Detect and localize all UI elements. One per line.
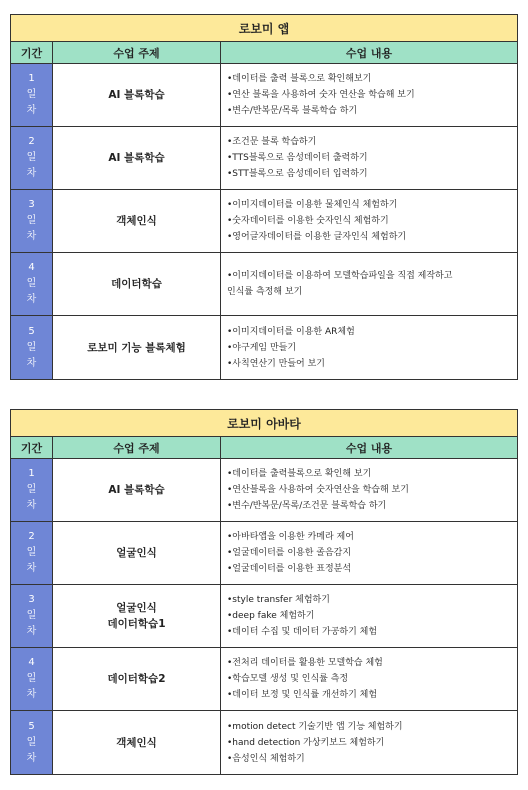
content-item: •이미지데이터를 이용한 AR체험 (227, 326, 355, 337)
period-cell (11, 585, 53, 647)
content-item: •이미지데이터를 이용하여 모델학습파일을 직접 제작하고 (227, 271, 453, 281)
day-suffix-char: 일 (26, 215, 37, 226)
content-item: •전처리 데이터를 활용한 모델학습 체험 (227, 658, 383, 668)
day-suffix-char: 차 (26, 563, 37, 574)
content-item: •변수/반복문/목록/조건문 블록학습 하기 (227, 501, 387, 511)
table-title: 로보미 아바타 (11, 410, 517, 437)
header-content: 수업 내용 (345, 441, 393, 455)
content-item: •얼굴데이터를 이용한 표정분석 (227, 564, 352, 574)
content-cell (221, 459, 517, 521)
content-item: •영어글자데이터를 이용한 글자인식 체험하기 (227, 232, 407, 242)
content-item: •연산블록을 사용하여 숫자연산을 학습해 보기 (227, 485, 409, 495)
content-item: •데이터 보정 및 인식률 개선하기 체험 (227, 690, 378, 700)
period-cell (11, 522, 53, 584)
table-row (11, 585, 517, 648)
day-suffix-char: 차 (26, 689, 37, 700)
topic-cell (53, 127, 221, 189)
topic-text: 데이터학습1 (107, 618, 166, 630)
topic-cell (53, 585, 221, 647)
table-row (11, 127, 517, 190)
period-cell (11, 316, 53, 379)
content-cell (221, 648, 517, 710)
topic-text: 객체인식 (116, 736, 157, 749)
content-item: •연산 블록을 사용하여 숫자 연산을 학습해 보기 (227, 90, 415, 100)
topic-text: AI 블록학습 (108, 89, 165, 101)
day-number: 1 (28, 468, 35, 479)
day-suffix-char: 일 (26, 736, 37, 748)
period-cell (11, 190, 53, 252)
content-item: •아바타앱을 이용한 카메라 제어 (227, 532, 354, 542)
content-cell (221, 711, 517, 774)
table-body (11, 459, 517, 774)
day-suffix-char: 차 (26, 626, 37, 637)
content-item: •얼굴데이터를 이용한 졸음감지 (227, 548, 352, 558)
table-header (11, 437, 517, 459)
content-item: •TTS블록으로 음성데이터 출력하기 (227, 153, 368, 163)
header-topic: 수업 주제 (53, 42, 221, 63)
topic-cell (53, 253, 221, 315)
day-suffix-char: 일 (26, 89, 37, 100)
table-row (11, 253, 517, 316)
content-cell (221, 127, 517, 189)
table-row (11, 190, 517, 253)
day-suffix-char: 일 (26, 673, 37, 684)
content-item: •숫자데이터를 이용한 숫자인식 체험하기 (227, 216, 389, 226)
content-item: •hand detection 가상키보드 체험하기 (227, 737, 385, 748)
day-suffix-char: 일 (26, 152, 37, 163)
content-cell (221, 190, 517, 252)
content-cell (221, 316, 517, 379)
day-suffix-char: 일 (26, 610, 37, 621)
content-cell (221, 64, 517, 126)
topic-cell (53, 711, 221, 774)
table-body (11, 64, 517, 379)
topic-text: 얼굴인식 (116, 547, 157, 559)
period-cell (11, 459, 53, 521)
day-suffix-char: 차 (26, 105, 37, 116)
day-suffix-char: 일 (26, 547, 37, 558)
day-suffix-char: 차 (26, 231, 37, 242)
period-cell (11, 711, 53, 774)
content-item: 인식률 측정해 보기 (227, 287, 303, 297)
table-row (11, 459, 517, 522)
period-cell (11, 648, 53, 710)
content-item: •학습모델 생성 및 인식률 측정 (227, 674, 349, 684)
table-row (11, 316, 517, 379)
curriculum-table-avatar (10, 409, 518, 775)
day-number: 2 (28, 136, 35, 147)
content-item: •데이터를 출력 블록으로 확인해보기 (227, 74, 372, 84)
table-header (11, 42, 517, 64)
header-period: 기간 (11, 437, 53, 458)
content-item: •STT블록으로 음성데이터 입력하기 (227, 169, 368, 179)
table-row (11, 64, 517, 127)
content-cell (221, 253, 517, 315)
day-suffix-char: 일 (26, 341, 37, 353)
curriculum-table-app (10, 14, 518, 380)
content-item: •변수/반복문/목록 블록학습 하기 (227, 106, 358, 116)
day-suffix-char: 차 (26, 500, 37, 511)
content-item: •motion detect 기술기반 앱 기능 체험하기 (227, 721, 403, 732)
content-item: •사칙연산기 만들어 보기 (227, 358, 325, 369)
day-number: 2 (28, 531, 35, 542)
topic-cell (53, 190, 221, 252)
topic-text: AI 블록학습 (108, 484, 165, 496)
topic-text: 객체인식 (116, 215, 157, 227)
period-cell (11, 127, 53, 189)
content-item: •음성인식 체험하기 (227, 753, 305, 764)
content-item: •deep fake 체험하기 (227, 611, 315, 621)
header-topic: 수업 주제 (53, 437, 221, 458)
content-item: •조건문 블록 학습하기 (227, 137, 317, 147)
day-number: 1 (28, 73, 35, 84)
content-item: •야구게임 만들기 (227, 342, 297, 353)
period-cell (11, 253, 53, 315)
content-cell (221, 522, 517, 584)
day-suffix-char: 차 (26, 752, 37, 764)
content-item: •style transfer 체험하기 (227, 595, 330, 605)
table-row (11, 711, 517, 774)
header-content: 수업 내용 (345, 46, 393, 60)
day-suffix-char: 차 (26, 357, 37, 369)
table-row (11, 522, 517, 585)
topic-cell (53, 459, 221, 521)
topic-text: 데이터학습 (111, 278, 162, 290)
day-suffix-char: 일 (26, 484, 37, 495)
topic-cell (53, 648, 221, 710)
topic-cell (53, 316, 221, 379)
day-suffix-char: 차 (26, 294, 37, 305)
topic-text: 데이터학습2 (107, 673, 166, 685)
table-row (11, 648, 517, 711)
day-number: 5 (28, 325, 35, 337)
table-title: 로보미 앱 (11, 15, 517, 42)
day-number: 3 (28, 594, 35, 605)
day-suffix-char: 차 (26, 168, 37, 179)
content-item: •데이터를 출력블록으로 확인해 보기 (227, 469, 372, 479)
topic-text: 얼굴인식 (116, 602, 157, 614)
content-cell (221, 585, 517, 647)
content-item: •데이터 수집 및 데이터 가공하기 체험 (227, 627, 378, 637)
day-number: 3 (28, 199, 35, 210)
content-item: •이미지데이터를 이용한 물체인식 체험하기 (227, 200, 398, 210)
day-suffix-char: 일 (26, 278, 37, 289)
period-cell (11, 64, 53, 126)
day-number: 4 (28, 262, 35, 273)
topic-text: AI 블록학습 (108, 152, 165, 164)
topic-text: 로보미 기능 블록체험 (87, 341, 186, 354)
day-number: 4 (28, 657, 35, 668)
header-period: 기간 (11, 42, 53, 63)
topic-cell (53, 522, 221, 584)
topic-cell (53, 64, 221, 126)
day-number: 5 (28, 720, 35, 732)
